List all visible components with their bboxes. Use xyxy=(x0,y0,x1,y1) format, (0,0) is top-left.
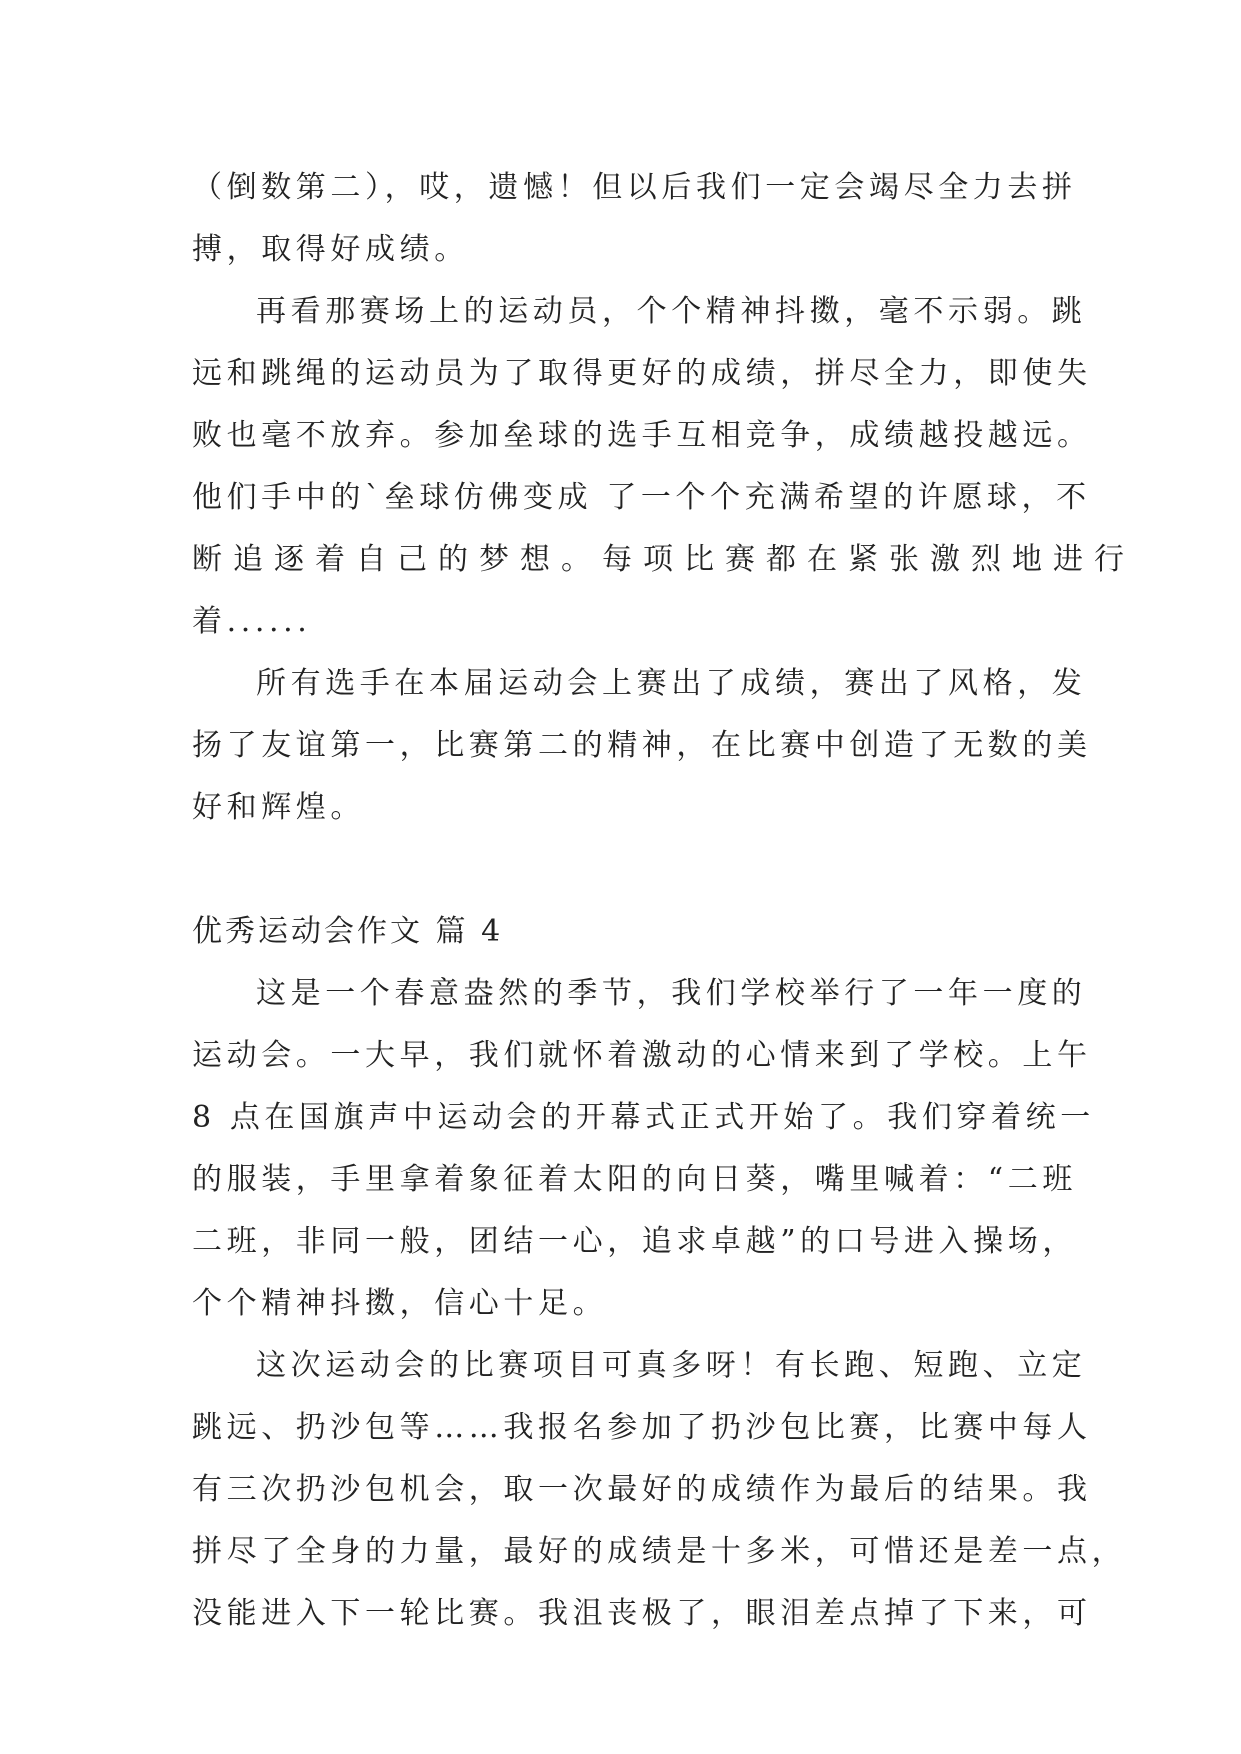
text-line: 远和跳绳的运动员为了取得更好的成绩，拼尽全力，即使失 xyxy=(192,356,1092,391)
paragraph xyxy=(192,281,1135,653)
text-line: 二班，非同一般，团结一心，追求卓越”的口号进入操场， xyxy=(192,1224,1077,1259)
text-line: 好和辉煌。 xyxy=(192,790,365,825)
text-line: 断追逐着自己的梦想。每项比赛都在紧张激烈地进行 xyxy=(192,542,1135,577)
paragraph xyxy=(192,963,1095,1335)
paragraph xyxy=(192,157,1077,281)
text-line: 搏，取得好成绩。 xyxy=(192,232,469,267)
text-line: 的服装，手里拿着象征着太阳的向日葵，嘴里喊着：“二班 xyxy=(192,1162,1077,1197)
text-line: 有三次扔沙包机会，取一次最好的成绩作为最后的结果。我 xyxy=(192,1472,1092,1507)
text-line: 8 点在国旗声中运动会的开幕式正式开始了。我们穿着统一 xyxy=(192,1100,1095,1135)
text-line: 再看那赛场上的运动员，个个精神抖擞，毫不示弱。跳 xyxy=(256,294,1087,329)
text-line: 这是一个春意盎然的季节，我们学校举行了一年一度的 xyxy=(256,976,1087,1011)
text-line: （倒数第二），哎，遗憾！但以后我们一定会竭尽全力去拼 xyxy=(192,170,1077,205)
text-line: 所有选手在本届运动会上赛出了成绩，赛出了风格，发 xyxy=(256,666,1087,701)
paragraph xyxy=(192,1335,1127,1645)
text-line: 跳远、扔沙包等……我报名参加了扔沙包比赛，比赛中每人 xyxy=(192,1410,1092,1445)
text-line: 扬了友谊第一，比赛第二的精神，在比赛中创造了无数的美 xyxy=(192,728,1092,763)
section-heading: 优秀运动会作文 篇 4 xyxy=(192,914,504,949)
paragraph xyxy=(192,653,1092,839)
text-line: 没能进入下一轮比赛。我沮丧极了，眼泪差点掉了下来，可 xyxy=(192,1596,1092,1631)
text-line: 他们手中的`垒球仿佛变成 了一个个充满希望的许愿球，不 xyxy=(192,480,1091,515)
document-body xyxy=(192,157,1135,1645)
text-line: 这次运动会的比赛项目可真多呀！有长跑、短跑、立定 xyxy=(256,1348,1087,1383)
spacer xyxy=(192,839,1052,901)
text-line: 拼尽了全身的力量，最好的成绩是十多米，可惜还是差一点， xyxy=(192,1534,1127,1569)
text-line: 运动会。一大早，我们就怀着激动的心情来到了学校。上午 xyxy=(192,1038,1092,1073)
text-line: 败也毫不放弃。参加垒球的选手互相竞争，成绩越投越远。 xyxy=(192,418,1092,453)
text-line: 着...... xyxy=(192,604,312,639)
text-line: 个个精神抖擞，信心十足。 xyxy=(192,1286,608,1321)
